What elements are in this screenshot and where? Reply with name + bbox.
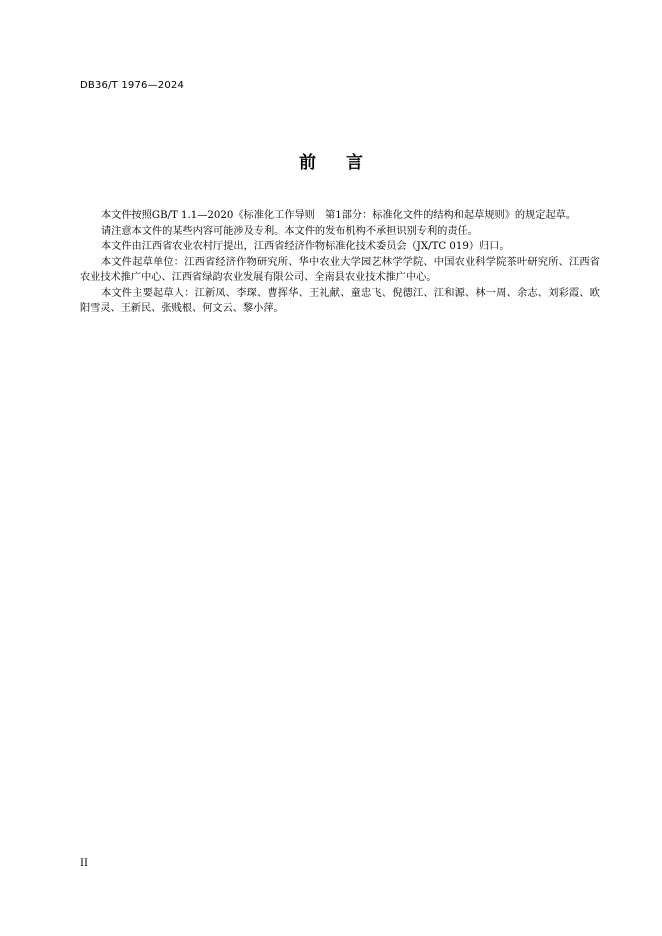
paragraph-patent-notice: 请注意本文件的某些内容可能涉及专利。本文件的发布机构不承担识别专利的责任。 [101,225,478,237]
standard-code: DB36/T 1976—2024 [80,80,185,91]
paragraph-main-drafters: 本文件主要起草人：江新凤、李琛、曹挥华、王礼献、童忠飞、倪德江、江和源、林一周、余志、刘彩霞、欧阳雪灵、王新民、张贱根、何文云、黎小萍。 [80,287,600,314]
paragraph-drafting-units: 本文件起草单位：江西省经济作物研究所、华中农业大学园艺林学学院、中国农业科学院茶叶研究所、江西省农业技术推广中心、江西省绿韵农业发展有限公司、全南县农业技术推广中心。 [80,256,600,283]
page-number: II [80,858,88,869]
paragraph-drafting-rules: 本文件按照GB/T 1.1—2020《标准化工作导则 第1部分：标准化文件的结构和起草规则》的规定起草。 [101,210,577,221]
foreword-body [80,208,600,317]
paragraph-proposer: 本文件由江西省农业农村厅提出，江西省经济作物标准化技术委员会（JX/TC 019）归口。 [101,241,510,252]
page-title: 前言 [299,153,393,173]
